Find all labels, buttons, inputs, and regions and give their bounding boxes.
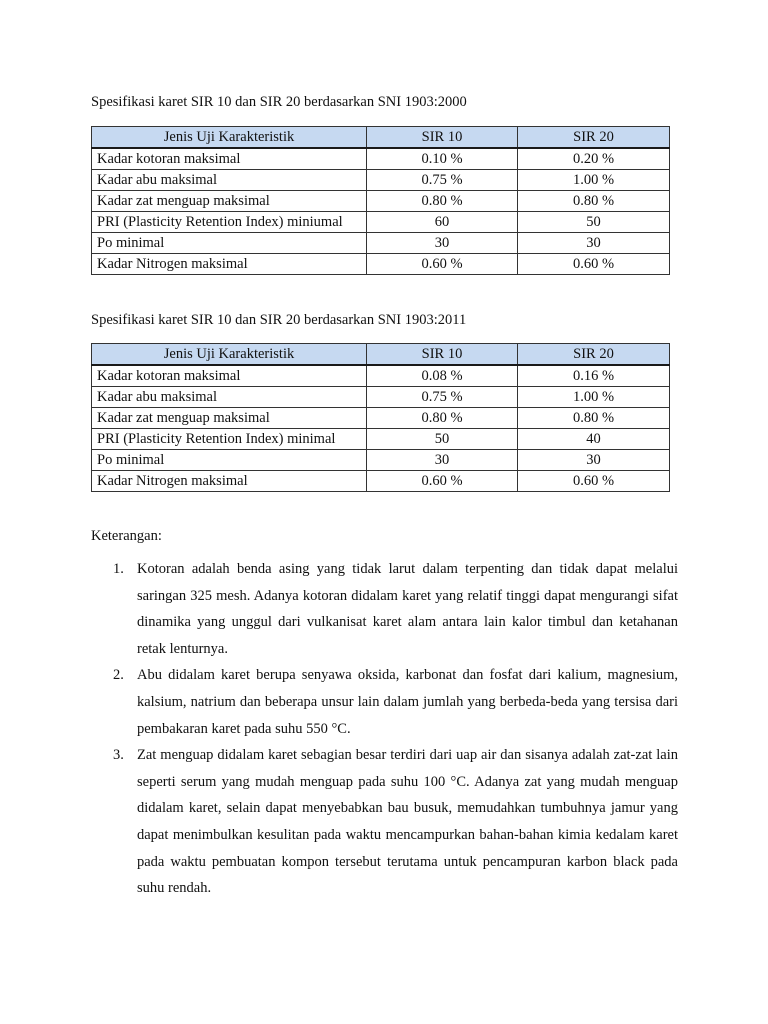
sir20-value-cell: 0.60 % (518, 254, 670, 275)
sir10-value-cell: 0.60 % (367, 471, 518, 492)
table-header-row (92, 127, 670, 149)
table-row (92, 450, 670, 471)
sir10-value-cell: 60 (367, 212, 518, 233)
test-name-cell: Kadar zat menguap maksimal (92, 408, 367, 429)
test-name-cell: Kadar abu maksimal (92, 387, 367, 408)
column-header-sir20: SIR 20 (518, 344, 670, 366)
sir10-value-cell: 30 (367, 450, 518, 471)
table-row (92, 212, 670, 233)
table-row (92, 387, 670, 408)
list-item (91, 556, 678, 662)
sir10-value-cell: 50 (367, 429, 518, 450)
column-header-sir10: SIR 10 (367, 344, 518, 366)
sir20-value-cell: 30 (518, 233, 670, 254)
test-name-cell: Kadar kotoran maksimal (92, 365, 367, 387)
sir10-value-cell: 0.60 % (367, 254, 518, 275)
list-item-text: Abu didalam karet berupa senyawa oksida, karbonat dan fosfat dari kalium, magnesium, kalsium, natrium dan beberapa unsur lain dalam jumlah yang berbeda-beda yang tersisa dari pembakaran karet pada suhu 550 °C. (137, 667, 678, 737)
sir10-value-cell: 30 (367, 233, 518, 254)
sir20-value-cell: 0.16 % (518, 365, 670, 387)
sir20-value-cell: 0.80 % (518, 191, 670, 212)
table-header-row (92, 344, 670, 366)
sir10-value-cell: 0.75 % (367, 170, 518, 191)
list-item-number: 1. (113, 561, 124, 577)
test-name-cell: Kadar Nitrogen maksimal (92, 254, 367, 275)
list-item-number: 3. (113, 747, 124, 764)
spec-table-sni-2000 (91, 126, 670, 275)
sir10-value-cell: 0.75 % (367, 387, 518, 408)
sir10-value-cell: 0.80 % (367, 408, 518, 429)
sir20-value-cell: 0.20 % (518, 148, 670, 170)
table-row (92, 429, 670, 450)
notes-list (91, 556, 678, 902)
table-row (92, 365, 670, 387)
list-item (91, 662, 678, 742)
sir10-value-cell: 0.10 % (367, 148, 518, 170)
table-row (92, 170, 670, 191)
notes-heading: Keterangan: (91, 528, 162, 544)
table-row (92, 191, 670, 212)
sir20-value-cell: 1.00 % (518, 387, 670, 408)
sir10-value-cell: 0.08 % (367, 365, 518, 387)
table-row (92, 471, 670, 492)
table-row (92, 408, 670, 429)
test-name-cell: Kadar abu maksimal (92, 170, 367, 191)
spec-table-sni-2011 (91, 343, 670, 492)
column-header-test: Jenis Uji Karakteristik (92, 127, 367, 149)
test-name-cell: Po minimal (92, 233, 367, 254)
table-row (92, 233, 670, 254)
test-name-cell: PRI (Plasticity Retention Index) minimal (92, 429, 367, 450)
column-header-test: Jenis Uji Karakteristik (92, 344, 367, 366)
list-item-number: 2. (113, 667, 124, 684)
test-name-cell: Kadar zat menguap maksimal (92, 191, 367, 212)
test-name-cell: Kadar kotoran maksimal (92, 148, 367, 170)
sir20-value-cell: 1.00 % (518, 170, 670, 191)
list-item-text: Zat menguap didalam karet sebagian besar terdiri dari uap air dan sisanya adalah zat-zat lain seperti serum yang mudah menguap pada suhu 100 °C. Adanya zat yang mudah menguap didalam karet, selain dapat menyebabkan bau busuk, memudahkan tumbuhnya jamur yang dapat menimbulkan kesulitan pada waktu mencampurkan bahan-bahan kimia kedalam karet pada waktu pembuatan kompon tersebut terutama untuk pencampuran karbon black pada suhu rendah. (137, 747, 678, 897)
table-row (92, 148, 670, 170)
sir20-value-cell: 30 (518, 450, 670, 471)
sir20-value-cell: 0.60 % (518, 471, 670, 492)
test-name-cell: PRI (Plasticity Retention Index) miniumal (92, 212, 367, 233)
column-header-sir20: SIR 20 (518, 127, 670, 149)
test-name-cell: Po minimal (92, 450, 367, 471)
table-caption-2011: Spesifikasi karet SIR 10 dan SIR 20 berdasarkan SNI 1903:2011 (91, 312, 467, 328)
sir20-value-cell: 40 (518, 429, 670, 450)
list-item-text: Kotoran adalah benda asing yang tidak larut dalam terpenting dan tidak dapat melalui saringan 325 mesh. Adanya kotoran didalam karet yang relatif tinggi dapat mengurangi sifat dinamika yang unggul dari vulkanisat karet alam antara lain kalor timbul dan ketahanan retak lenturnya. (137, 561, 678, 657)
table-row (92, 254, 670, 275)
list-item (91, 742, 678, 902)
table-caption-2000: Spesifikasi karet SIR 10 dan SIR 20 berdasarkan SNI 1903:2000 (91, 94, 467, 110)
sir10-value-cell: 0.80 % (367, 191, 518, 212)
test-name-cell: Kadar Nitrogen maksimal (92, 471, 367, 492)
sir20-value-cell: 0.80 % (518, 408, 670, 429)
sir20-value-cell: 50 (518, 212, 670, 233)
column-header-sir10: SIR 10 (367, 127, 518, 149)
